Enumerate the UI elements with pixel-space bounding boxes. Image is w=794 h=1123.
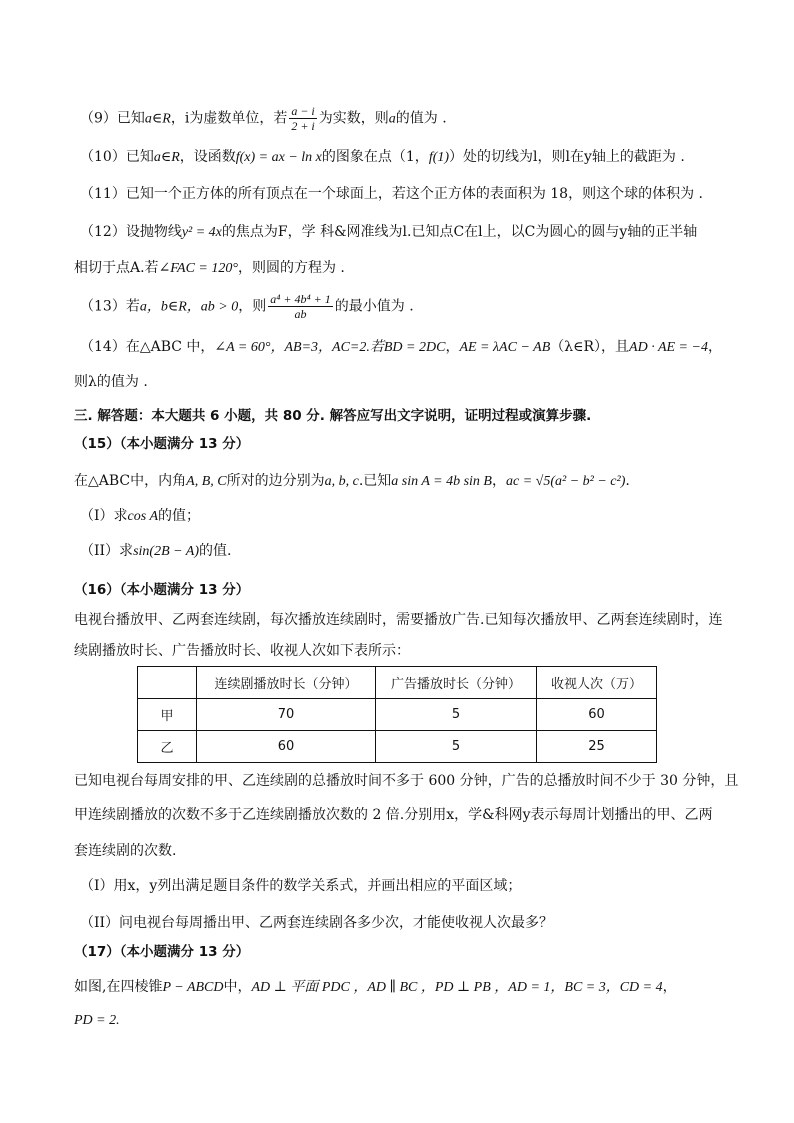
p12-eq: y² = 4x [181, 225, 222, 240]
section-3-title: 三. 解答题：本大题共 6 小题，共 80 分. 解答应写出文字说明，证明过程或演算步骤. [74, 408, 592, 424]
problem-14-line1 [80, 337, 724, 358]
table-header-row [138, 667, 657, 699]
p10-text-end: ）处的切线为l，则l在y轴上的截距为 . [449, 149, 685, 165]
p13-fraction [268, 292, 333, 321]
p14-text-end: ， [707, 339, 722, 355]
problem-13 [80, 292, 724, 321]
q17-end: ， [662, 979, 677, 995]
q15-sep: ， [492, 473, 506, 489]
problem-11: （11）已知一个正方体的所有顶点在一个球面上，若这个正方体的表面积为 18，则这个球的体积为 . [80, 186, 703, 202]
p10-func2: f(1) [428, 150, 450, 165]
p10-text-post: 的图象在点（1， [321, 149, 429, 165]
p10-cond: a∈R [153, 150, 180, 165]
q15-eq2: ac = √5(a² − b² − c²) [506, 474, 626, 489]
p9-text-post: 为实数，则 [318, 110, 389, 127]
q17-line2 [74, 1010, 724, 1031]
q15-text: 在△ABC中，内角 [74, 473, 187, 489]
p13-cond: a，b∈R，ab > 0 [139, 299, 239, 315]
p13-frac-num: a⁴ + 4b⁴ + 1 [270, 292, 331, 306]
q15-text-mid2: .已知 [358, 473, 392, 489]
p14-sep: ， [445, 339, 460, 355]
table-cell: 60 [197, 731, 376, 763]
table-cell: 25 [537, 731, 657, 763]
p10-text-mid: ，设函数 [179, 149, 236, 165]
p14-lam: （λ∈R），且 [550, 339, 630, 355]
q16-para-3: 套连续剧的次数. [74, 843, 177, 859]
table-cell: 甲 [138, 699, 197, 731]
p9-text-mid: ，i为虚数单位，若 [170, 110, 288, 127]
p14-vec2: AE = λAC − AB [459, 340, 551, 355]
q15-part2 [80, 541, 724, 562]
q16-para-1: 已知电视台每周安排的甲、乙连续剧的总播放时间不多于 600 分钟，广告的总播放时间不少于 30 分钟，且 [74, 773, 739, 789]
q15-part2-end: 的值. [199, 543, 232, 559]
p9-cond: a∈R [144, 111, 171, 127]
table-header-cell: 收视人次（万） [537, 667, 657, 699]
q15-part1-end: 的值； [158, 508, 200, 524]
q17-text: 如图,在四棱锥 [74, 979, 163, 995]
q16-intro-2: 续剧播放时长、广告播放时长、收视人次如下表所示： [74, 643, 410, 659]
q15-text-mid: 所对的边分别为 [226, 473, 325, 489]
problem-10 [80, 147, 724, 168]
p9-fraction [289, 104, 316, 133]
p9-text-end: 的值为 . [395, 110, 447, 127]
q15-statement [74, 471, 724, 492]
q16-intro-1: 电视台播放甲、乙两套连续剧，每次播放连续剧时，需要播放广告.已知每次播放甲、乙两套连续剧时，连 [74, 612, 723, 628]
q17-math: P − ABCD [162, 980, 224, 995]
table-row [138, 699, 657, 731]
problem-12-line1 [80, 222, 724, 243]
table-cell: 乙 [138, 731, 197, 763]
q16-part2: （II）问电视台每周播出甲、乙两套连续剧各多少次，才能使收视人次最多？ [80, 915, 554, 931]
q15-part1-text: （I）求 [80, 508, 128, 524]
p13-text: （13）若 [80, 298, 140, 315]
q15-angles: A, B, C [186, 474, 227, 489]
table-header-cell: 广告播放时长（分钟） [376, 667, 537, 699]
q15-part2-text: （II）求 [80, 543, 134, 559]
q15-part1 [80, 506, 724, 527]
p14-cond: ∠A = 60°，AB=3，AC=2.若 [214, 340, 384, 355]
p13-text-end: 的最小值为 . [334, 298, 414, 315]
p13-text-mid: ，则 [238, 298, 267, 315]
q15-sides: a, b, c [324, 474, 359, 489]
p12-angle: ∠FAC = 120° [158, 261, 238, 276]
p9-frac-den: 2 + i [291, 119, 315, 133]
problem-14-line2: 则λ的值为 . [74, 374, 148, 390]
table-cell: 70 [197, 699, 376, 731]
table-header-cell [138, 667, 197, 699]
p9-var: a [388, 111, 396, 127]
q15-part1-math: cos A [127, 509, 158, 524]
table-cell: 5 [376, 731, 537, 763]
p12-text-post: 的焦点为F，学 科&网准线为l.已知点C在l上，以C为圆心的圆与y轴的正半轴 [221, 224, 698, 240]
problem-9 [80, 104, 724, 133]
q17-heading: （17）（本小题满分 13 分） [74, 944, 250, 960]
p12-text2-post: ，则圆的方程为 . [237, 260, 345, 276]
q17-conds: AD ⊥ 平面 PDC ，AD ∥ BC ，PD ⊥ PB ，AD = 1，BC = 3，CD = 4 [251, 980, 663, 995]
q15-end: . [625, 473, 630, 489]
q15-heading: （15）（本小题满分 13 分） [74, 436, 250, 452]
problem-12-line2 [74, 258, 724, 279]
p12-text2: 相切于点A.若 [74, 260, 159, 276]
p9-frac-num: a − i [291, 104, 315, 118]
q15-eq1: a sin A = 4b sin B [391, 474, 492, 489]
table-header-cell: 连续剧播放时长（分钟） [197, 667, 376, 699]
p12-text: （12）设抛物线 [80, 224, 182, 240]
q15-part2-math: sin(2B − A) [133, 544, 200, 559]
p14-vec1: BD = 2DC [383, 340, 446, 355]
table-row [138, 731, 657, 763]
p14-vec3: AD · AE = −4 [629, 340, 708, 355]
q16-para-2: 甲连续剧播放的次数不多于乙连续剧播放次数的 2 倍.分别用x，学&科网y表示每周计划播出的甲、乙两 [74, 807, 713, 823]
q17-text-mid: 中， [223, 979, 252, 995]
table-cell: 5 [376, 699, 537, 731]
broadcast-table [137, 666, 657, 763]
p13-frac-den: ab [294, 307, 307, 321]
table-cell: 60 [537, 699, 657, 731]
q16-part1: （I）用x，y列出满足题目条件的数学关系式，并画出相应的平面区域； [80, 878, 522, 894]
p14-text: （14）在△ABC 中， [80, 339, 215, 355]
q17-line2-math: PD = 2. [74, 1013, 120, 1028]
p9-text: （9）已知 [80, 110, 145, 127]
p10-func: f(x) = ax − ln x [235, 150, 322, 165]
q16-heading: （16）（本小题满分 13 分） [74, 582, 250, 598]
q17-line1 [74, 977, 724, 998]
p10-text: （10）已知 [80, 149, 154, 165]
